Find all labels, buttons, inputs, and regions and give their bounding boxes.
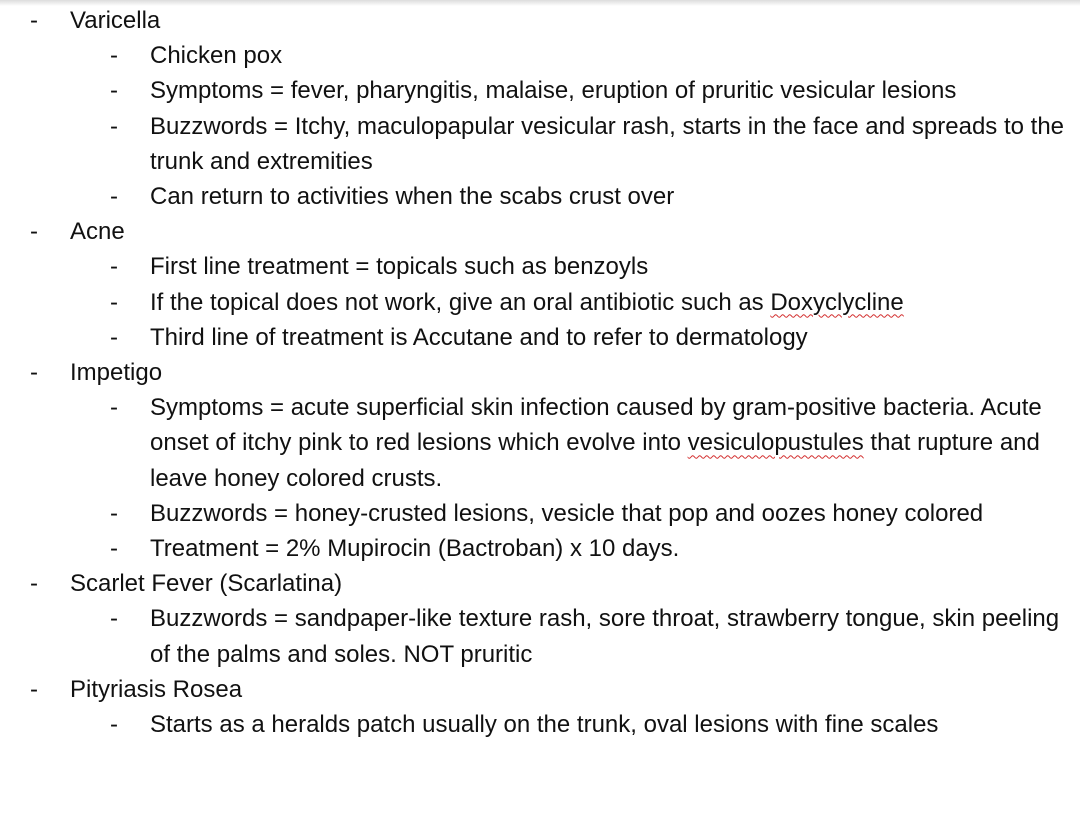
heading-text: Pityriasis Rosea [70,675,243,703]
list-item-acne [0,214,1080,249]
sub-list-item [0,285,1080,320]
heading-text: Impetigo [70,359,163,387]
sub-item-text [150,289,904,316]
text-run: that rupture and leave honey colored crusts. [150,429,1040,492]
sub-item-text: Buzzwords = Itchy, maculopapular vesicular rash, starts in the face and spreads to the trunk and extremities [150,112,1065,175]
sub-list-item [0,38,1080,73]
bullet-dash: - [110,711,118,739]
sub-item-text: Third line of treatment is Accutane and to refer to dermatology [150,323,808,351]
bullet-dash: - [110,605,118,633]
document-body [0,3,1080,742]
list-item-pityriasis-rosea [0,672,1080,707]
heading-text: Scarlet Fever (Scarlatina) [70,570,343,598]
bullet-dash: - [110,323,118,351]
bullet-dash: - [30,359,38,387]
heading-text: Varicella [70,7,161,34]
sub-list-item [0,249,1080,284]
sub-item-text: Treatment = 2% Mupirocin (Bactroban) x 10 days. [150,535,680,563]
bullet-dash: - [30,7,38,34]
heading-text: Acne [70,218,125,246]
bullet-dash: - [110,535,118,563]
sub-list-item [0,707,1080,742]
text-run: Symptoms = acute superficial skin infection caused by gram-positive bacteria. Acute onset of itchy pink to red lesions which evolve into [150,394,1042,457]
bullet-dash: - [30,675,38,703]
sub-list-item [0,320,1080,355]
sub-item-text: Buzzwords = honey-crusted lesions, vesicle that pop and oozes honey colored [150,499,984,527]
bullet-dash: - [30,570,38,598]
bullet-dash: - [110,394,118,422]
sub-item-text: First line treatment = topicals such as benzoyls [150,253,649,281]
sub-list-item [0,601,1080,671]
bullet-dash: - [110,112,118,140]
bullet-dash: - [110,499,118,527]
list-item-varicella [0,3,1080,38]
sub-list-item [0,73,1080,108]
sub-list-item [0,109,1080,179]
spellcheck-flagged-word: Doxyclycline [770,288,904,316]
sub-item-text: Symptoms = fever, pharyngitis, malaise, eruption of pruritic vesicular lesions [150,77,957,105]
sub-list-item [0,390,1080,496]
list-item-impetigo [0,355,1080,390]
sub-item-text [150,394,1042,491]
bullet-dash: - [110,288,118,316]
sub-item-text: Chicken pox [150,42,283,70]
bullet-dash: - [110,77,118,105]
sub-item-text: Buzzwords = sandpaper-like texture rash, sore throat, strawberry tongue, skin peeling of the palms and soles. NOT pruritic [150,605,1060,668]
sub-list-item [0,179,1080,214]
bullet-dash: - [110,183,118,211]
sub-item-text: Starts as a heralds patch usually on the trunk, oval lesions with fine scales [150,711,939,739]
bullet-dash: - [30,218,38,246]
list-item-scarlet-fever [0,566,1080,601]
text-run: If the topical does not work, give an oral antibiotic such as [150,288,771,316]
sub-item-text: Can return to activities when the scabs crust over [150,183,675,211]
sub-list-item [0,531,1080,566]
sub-list-item [0,496,1080,531]
bullet-dash: - [110,253,118,281]
spellcheck-flagged-word: vesiculopustules [687,429,864,457]
bullet-dash: - [110,42,118,70]
